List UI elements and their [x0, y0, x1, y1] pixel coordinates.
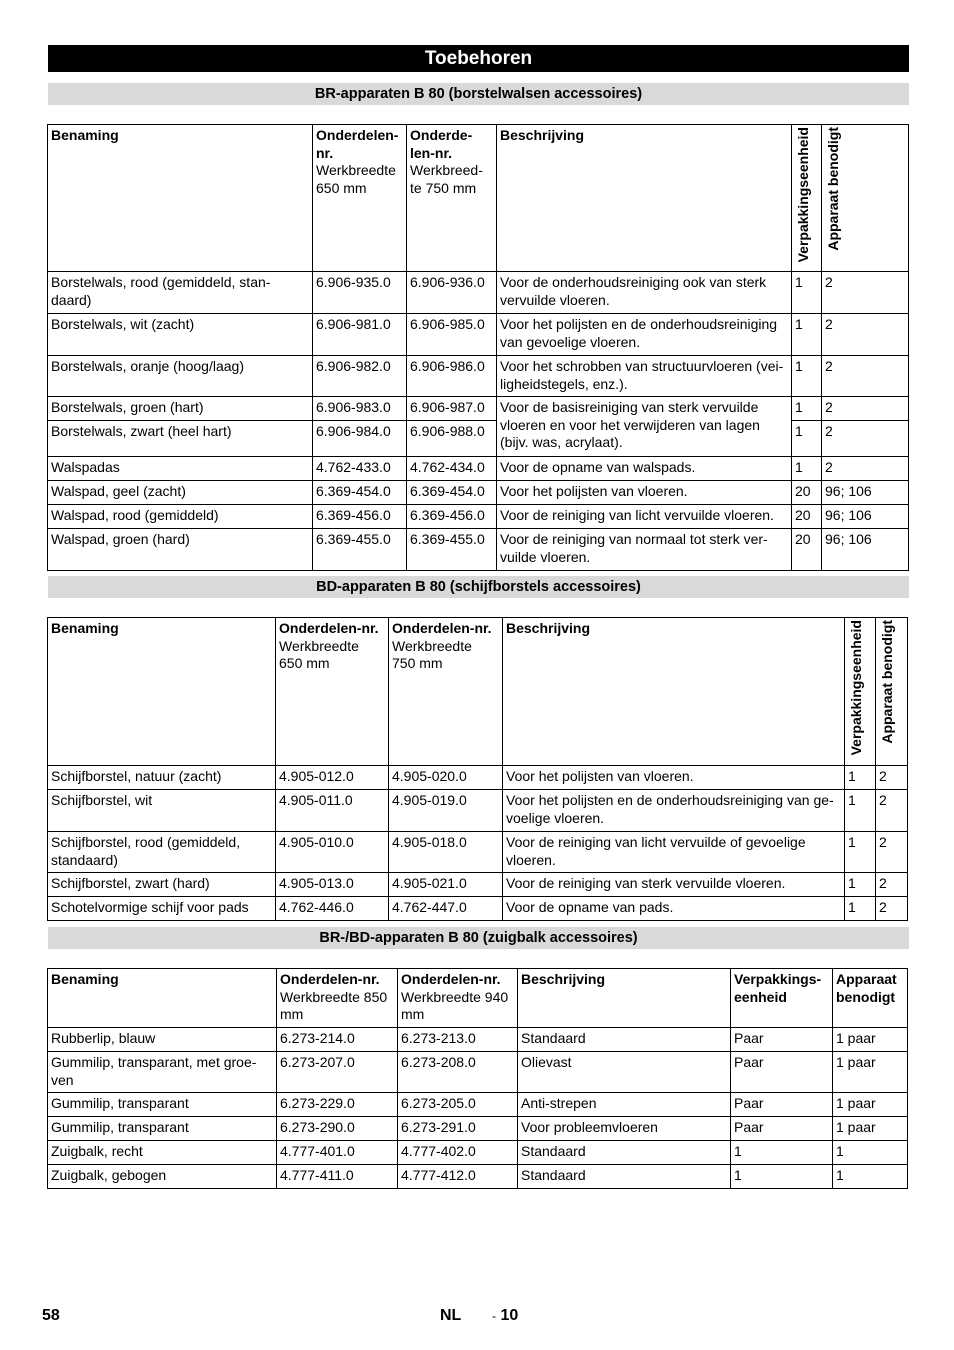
- table-row: [48, 790, 908, 832]
- table-row: [48, 897, 908, 921]
- cell-packaging: Paar: [731, 1028, 833, 1052]
- cell-name: Zuigbalk, recht: [48, 1141, 277, 1165]
- col-header-description: Beschrijving: [518, 969, 731, 1028]
- cell-part-650: 4.762-446.0: [276, 897, 389, 921]
- bd-accessories-table: [47, 617, 908, 921]
- cell-description: Voor de reiniging van sterk vervuilde vloeren.: [503, 873, 845, 897]
- cell-description: Voor het polijsten van vloeren.: [503, 766, 845, 790]
- cell-packaging: Paar: [731, 1117, 833, 1141]
- table-row: [48, 1165, 908, 1189]
- cell-part-650: 6.906-981.0: [313, 314, 407, 356]
- cell-name: Walspad, rood (gemiddeld): [48, 505, 313, 529]
- cell-part-750: 6.906-988.0: [407, 421, 497, 457]
- table-row: [48, 457, 909, 481]
- col-header-packaging: Verpakkingseenheid: [845, 618, 876, 766]
- cell-description: Standaard: [518, 1028, 731, 1052]
- cell-packaging: 1: [731, 1165, 833, 1189]
- cell-description: Olievast: [518, 1052, 731, 1093]
- col-header-required: Apparaat benodigt: [833, 969, 908, 1028]
- section-heading-squeegee: BR-/BD-apparaten B 80 (zuigbalk accessoires): [48, 927, 909, 949]
- cell-part-650: 4.762-433.0: [313, 457, 407, 481]
- col-header-packaging: Verpakkings-eenheid: [731, 969, 833, 1028]
- cell-part-750: 6.906-985.0: [407, 314, 497, 356]
- cell-packaging: 1: [792, 272, 822, 314]
- cell-packaging: 1: [845, 766, 876, 790]
- col-header-part-650: Onderdelen-nr. Werkbreedte 650 mm: [313, 125, 407, 272]
- cell-description: Voor de opname van walspads.: [497, 457, 792, 481]
- cell-name: Gummilip, transparant, met groe-ven: [48, 1052, 277, 1093]
- cell-part-750: 4.905-019.0: [389, 790, 503, 832]
- cell-required: 2: [876, 873, 908, 897]
- cell-description: Voor probleemvloeren: [518, 1117, 731, 1141]
- cell-part-850: 6.273-229.0: [277, 1093, 398, 1117]
- cell-part-650: 6.906-982.0: [313, 356, 407, 397]
- table-row: [48, 314, 909, 356]
- cell-part-750: 6.369-456.0: [407, 505, 497, 529]
- br-accessories-table: [47, 124, 909, 571]
- cell-required: 96; 106: [822, 529, 909, 571]
- cell-part-750: 4.905-018.0: [389, 832, 503, 873]
- cell-required: 2: [876, 790, 908, 832]
- cell-packaging: 1: [845, 897, 876, 921]
- table-row: [48, 1117, 908, 1141]
- table-row: [48, 272, 909, 314]
- col-header-name: Benaming: [48, 969, 277, 1028]
- table-row: [48, 397, 909, 421]
- cell-part-750: 4.762-434.0: [407, 457, 497, 481]
- cell-packaging: 1: [845, 873, 876, 897]
- cell-packaging: 20: [792, 529, 822, 571]
- cell-description: Voor het polijsten en de onderhoudsreiniging van ge-voelige vloeren.: [503, 790, 845, 832]
- cell-name: Rubberlip, blauw: [48, 1028, 277, 1052]
- cell-part-650: 6.369-454.0: [313, 481, 407, 505]
- cell-description: Voor de reiniging van licht vervuilde vloeren.: [497, 505, 792, 529]
- table-row: [48, 766, 908, 790]
- cell-name: Walspad, geel (zacht): [48, 481, 313, 505]
- cell-description: Voor het polijsten en de onderhoudsreiniging van gevoelige vloeren.: [497, 314, 792, 356]
- cell-part-940: 6.273-291.0: [398, 1117, 518, 1141]
- cell-packaging: Paar: [731, 1052, 833, 1093]
- cell-packaging: 1: [845, 832, 876, 873]
- cell-part-650: 6.906-984.0: [313, 421, 407, 457]
- cell-part-850: 6.273-290.0: [277, 1117, 398, 1141]
- cell-part-750: 6.906-936.0: [407, 272, 497, 314]
- col-header-name: Benaming: [48, 125, 313, 272]
- cell-name: Walspad, groen (hard): [48, 529, 313, 571]
- cell-required: 2: [876, 766, 908, 790]
- table-header-row: [48, 125, 909, 272]
- cell-part-940: 6.273-208.0: [398, 1052, 518, 1093]
- cell-name: Schijfborstel, wit: [48, 790, 276, 832]
- cell-packaging: 1: [845, 790, 876, 832]
- table-header-row: [48, 969, 908, 1028]
- cell-name: Borstelwals, oranje (hoog/laag): [48, 356, 313, 397]
- cell-required: 2: [822, 314, 909, 356]
- footer-sub-page-number: 10: [500, 1307, 519, 1324]
- cell-part-650: 6.369-455.0: [313, 529, 407, 571]
- cell-packaging: 20: [792, 505, 822, 529]
- cell-name: Schijfborstel, rood (gemiddeld, standaard): [48, 832, 276, 873]
- table-row: [48, 1052, 908, 1093]
- cell-description: Standaard: [518, 1165, 731, 1189]
- cell-name: Zuigbalk, gebogen: [48, 1165, 277, 1189]
- col-header-part-750: Onderdelen-nr. Werkbreedte 750 mm: [389, 618, 503, 766]
- cell-name: Borstelwals, zwart (heel hart): [48, 421, 313, 457]
- cell-packaging: 1: [792, 356, 822, 397]
- cell-part-750: 6.369-454.0: [407, 481, 497, 505]
- cell-required: 2: [822, 457, 909, 481]
- footer-language: NL: [440, 1307, 462, 1324]
- cell-packaging: 1: [792, 421, 822, 457]
- cell-part-850: 4.777-401.0: [277, 1141, 398, 1165]
- cell-part-850: 4.777-411.0: [277, 1165, 398, 1189]
- cell-part-850: 6.273-214.0: [277, 1028, 398, 1052]
- cell-description: Voor de opname van pads.: [503, 897, 845, 921]
- col-header-required: Apparaat benodigt: [876, 618, 908, 766]
- col-header-required: Apparaat benodigt: [822, 125, 909, 272]
- cell-required: 1: [833, 1141, 908, 1165]
- col-header-part-750: Onderde-len-nr. Werkbreed-te 750 mm: [407, 125, 497, 272]
- section-heading-bd: BD-apparaten B 80 (schijfborstels accessoires): [48, 576, 909, 598]
- cell-description: Voor de reiniging van licht vervuilde of gevoelige vloeren.: [503, 832, 845, 873]
- table-row: [48, 1093, 908, 1117]
- cell-part-940: 6.273-205.0: [398, 1093, 518, 1117]
- cell-name: Gummilip, transparant: [48, 1093, 277, 1117]
- cell-description: Anti-strepen: [518, 1093, 731, 1117]
- col-header-description: Beschrijving: [503, 618, 845, 766]
- cell-part-750: 6.906-986.0: [407, 356, 497, 397]
- cell-packaging: Paar: [731, 1093, 833, 1117]
- cell-part-750: 4.905-020.0: [389, 766, 503, 790]
- col-header-part-940: Onderdelen-nr. Werkbreedte 940 mm: [398, 969, 518, 1028]
- cell-required: 2: [822, 356, 909, 397]
- cell-part-650: 6.369-456.0: [313, 505, 407, 529]
- cell-required: 2: [822, 272, 909, 314]
- cell-name: Walspadas: [48, 457, 313, 481]
- table-row: [48, 529, 909, 571]
- page-number: 58: [42, 1307, 60, 1324]
- cell-part-940: 6.273-213.0: [398, 1028, 518, 1052]
- col-header-description: Beschrijving: [497, 125, 792, 272]
- cell-packaging: 1: [792, 397, 822, 421]
- cell-required: 2: [822, 397, 909, 421]
- cell-description: Voor het polijsten van vloeren.: [497, 481, 792, 505]
- cell-name: Borstelwals, groen (hart): [48, 397, 313, 421]
- cell-part-750: 4.762-447.0: [389, 897, 503, 921]
- cell-required: 1 paar: [833, 1052, 908, 1093]
- cell-description: Voor de onderhoudsreiniging ook van sterk vervuilde vloeren.: [497, 272, 792, 314]
- cell-part-750: 6.906-987.0: [407, 397, 497, 421]
- section-heading-br: BR-apparaten B 80 (borstelwalsen accessoires): [48, 83, 909, 105]
- cell-part-650: 6.906-935.0: [313, 272, 407, 314]
- table-row: [48, 505, 909, 529]
- cell-required: 96; 106: [822, 505, 909, 529]
- footer-sub-page: [492, 1307, 518, 1325]
- col-header-part-850: Onderdelen-nr. Werkbreedte 850 mm: [277, 969, 398, 1028]
- cell-name: Schijfborstel, zwart (hard): [48, 873, 276, 897]
- cell-packaging: 20: [792, 481, 822, 505]
- cell-part-650: 4.905-010.0: [276, 832, 389, 873]
- cell-required: 2: [876, 832, 908, 873]
- table-header-row: [48, 618, 908, 766]
- cell-part-850: 6.273-207.0: [277, 1052, 398, 1093]
- cell-packaging: 1: [731, 1141, 833, 1165]
- cell-required: 2: [876, 897, 908, 921]
- cell-name: Schijfborstel, natuur (zacht): [48, 766, 276, 790]
- cell-required: 96; 106: [822, 481, 909, 505]
- table-row: [48, 1141, 908, 1165]
- col-header-packaging: Verpakkingseenheid: [792, 125, 822, 272]
- cell-required: 1: [833, 1165, 908, 1189]
- cell-description: Standaard: [518, 1141, 731, 1165]
- cell-packaging: 1: [792, 314, 822, 356]
- cell-part-650: 4.905-011.0: [276, 790, 389, 832]
- table-row: [48, 481, 909, 505]
- col-header-name: Benaming: [48, 618, 276, 766]
- cell-part-650: 4.905-012.0: [276, 766, 389, 790]
- cell-required: 2: [822, 421, 909, 457]
- table-row: [48, 356, 909, 397]
- page-title: Toebehoren: [48, 45, 909, 72]
- cell-part-940: 4.777-412.0: [398, 1165, 518, 1189]
- cell-name: Schotelvormige schijf voor pads: [48, 897, 276, 921]
- cell-name: Borstelwals, wit (zacht): [48, 314, 313, 356]
- cell-description: Voor de reiniging van normaal tot sterk ver-vuilde vloeren.: [497, 529, 792, 571]
- cell-description: Voor het schrobben van structuurvloeren (vei-ligheidstegels, enz.).: [497, 356, 792, 397]
- cell-required: 1 paar: [833, 1117, 908, 1141]
- cell-required: 1 paar: [833, 1028, 908, 1052]
- cell-required: 1 paar: [833, 1093, 908, 1117]
- squeegee-accessories-table: [47, 968, 908, 1189]
- footer-separator: -: [492, 1309, 496, 1323]
- table-row: [48, 832, 908, 873]
- cell-name: Gummilip, transparant: [48, 1117, 277, 1141]
- cell-part-750: 6.369-455.0: [407, 529, 497, 571]
- cell-part-650: 4.905-013.0: [276, 873, 389, 897]
- cell-name: Borstelwals, rood (gemiddeld, stan-daard): [48, 272, 313, 314]
- cell-part-650: 6.906-983.0: [313, 397, 407, 421]
- cell-description: Voor de basisreiniging van sterk vervuilde vloeren en voor het verwijderen van lagen (bijv. was, acrylaat).: [497, 397, 792, 457]
- table-row: [48, 1028, 908, 1052]
- cell-packaging: 1: [792, 457, 822, 481]
- cell-part-940: 4.777-402.0: [398, 1141, 518, 1165]
- cell-part-750: 4.905-021.0: [389, 873, 503, 897]
- col-header-part-650: Onderdelen-nr. Werkbreedte 650 mm: [276, 618, 389, 766]
- table-row: [48, 873, 908, 897]
